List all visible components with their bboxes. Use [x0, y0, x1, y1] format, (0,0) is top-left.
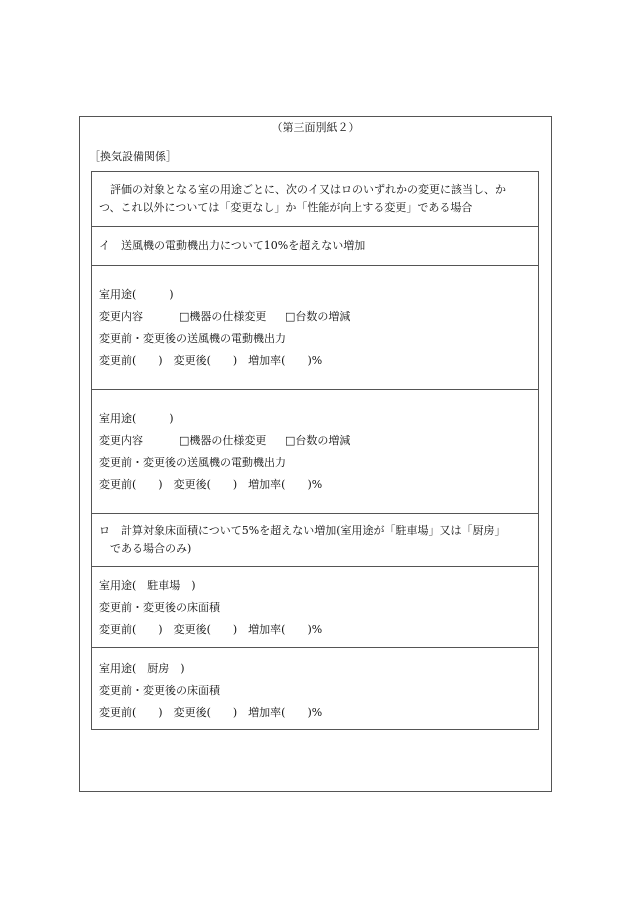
fan-entry-1 [92, 266, 538, 390]
floor-entry-parking [92, 567, 538, 648]
motor-output-label: 変更前・変更後の送風機の電動機出力 [99, 332, 286, 345]
section-ro-title [99, 522, 529, 558]
form-table [91, 171, 539, 730]
floor-area-label: 変更前・変更後の床面積 [99, 601, 220, 614]
room-use: 室用途( 厨房 ) [99, 662, 185, 675]
section-ro-row [92, 514, 538, 567]
change-content-label: 変更内容 [99, 310, 143, 323]
room-use: 室用途( ) [99, 412, 174, 425]
section-i-row [92, 227, 538, 266]
room-use: 室用途( 駐車場 ) [99, 579, 196, 592]
before-after-values: 変更前( ) 変更後( ) 増加率( )% [99, 478, 323, 491]
floor-entry-kitchen [92, 648, 538, 731]
intro-text [99, 181, 529, 217]
section-i-title: イ 送風機の電動機出力について10%を超えない増加 [99, 239, 366, 252]
page-title: （第三面別紙２） [271, 121, 360, 134]
before-after-values: 変更前( ) 変更後( ) 増加率( )% [99, 706, 323, 719]
before-after-values: 変更前( ) 変更後( ) 増加率( )% [99, 623, 323, 636]
intro-row [92, 172, 538, 227]
form-sheet [79, 116, 552, 792]
fan-entry-2 [92, 390, 538, 514]
before-after-values: 変更前( ) 変更後( ) 増加率( )% [99, 354, 323, 367]
intro-line-2: つ、これ以外については「変更なし」か「性能が向上する変更」である場合 [99, 201, 473, 214]
intro-line-1: 評価の対象となる室の用途ごとに、次のイ又はロのいずれかの変更に該当し、か [99, 183, 506, 196]
motor-output-label: 変更前・変更後の送風機の電動機出力 [99, 456, 286, 469]
section-ro-line-2: である場合のみ) [99, 542, 192, 555]
section-ro-line-1: ロ 計算対象床面積について5%を超えない増加(室用途が「駐車場」又は「厨房」 [99, 524, 506, 537]
floor-area-label: 変更前・変更後の床面積 [99, 684, 220, 697]
count-change-checkbox[interactable]: □台数の増減 [285, 310, 351, 323]
section-title: ［換気設備関係］ [89, 150, 177, 163]
spec-change-checkbox[interactable]: □機器の仕様変更 [179, 310, 267, 323]
room-use: 室用途( ) [99, 288, 174, 301]
count-change-checkbox[interactable]: □台数の増減 [285, 434, 351, 447]
change-content-label: 変更内容 [99, 434, 143, 447]
spec-change-checkbox[interactable]: □機器の仕様変更 [179, 434, 267, 447]
